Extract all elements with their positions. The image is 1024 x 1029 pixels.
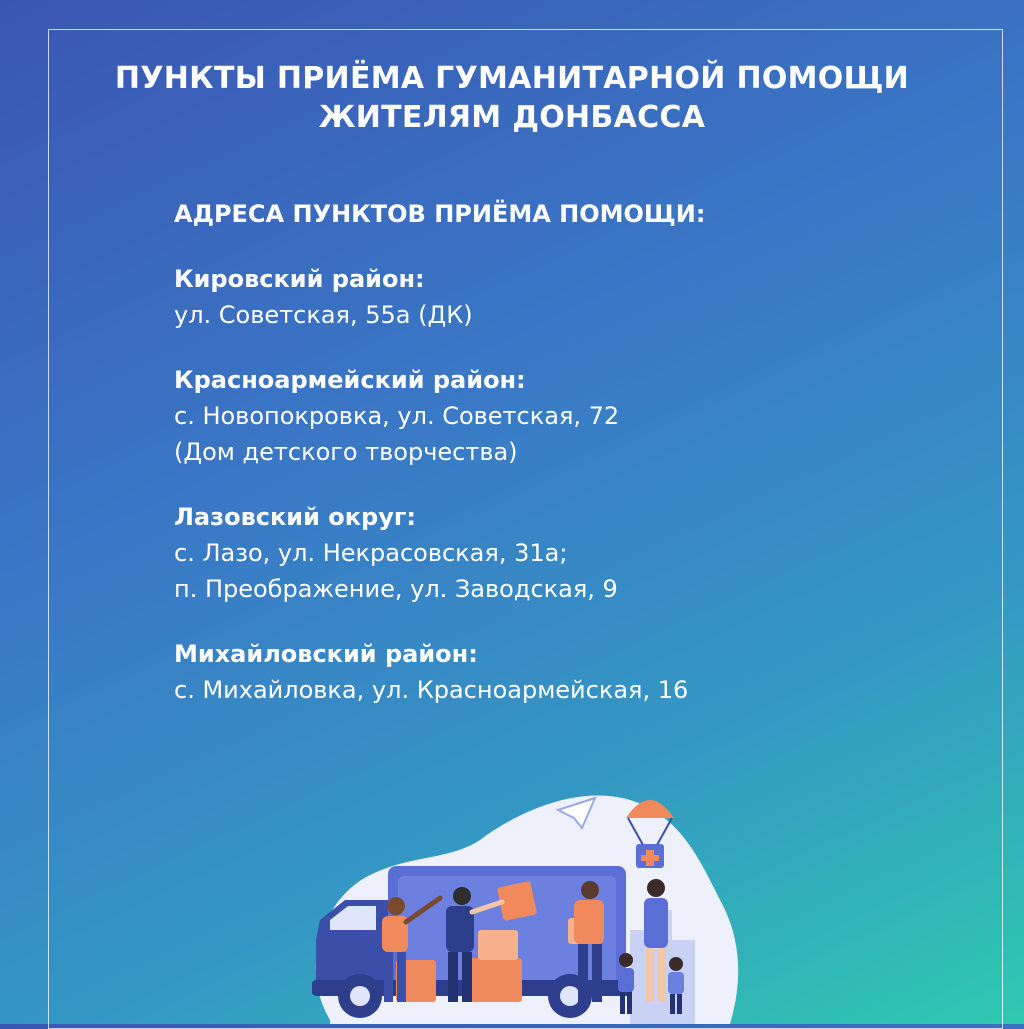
page-title-line1: ПУНКТЫ ПРИЁМА ГУМАНИТАРНОЙ ПОМОЩИ [114, 61, 910, 96]
district-block-krasnoarmeisky [174, 362, 874, 470]
district-address: ул. Советская, 55а (ДК) [174, 301, 473, 329]
district-block-lazovsky [174, 499, 874, 607]
cargo-box [478, 930, 518, 960]
district-address: с. Новопокровка, ул. Советская, 72 [174, 402, 620, 430]
district-block-kirovsky [174, 261, 874, 333]
district-address: с. Михайловка, ул. Красноармейская, 16 [174, 676, 689, 704]
district-address: (Дом детского творчества) [174, 438, 518, 466]
addresses-section [174, 196, 874, 708]
cargo-box [470, 958, 522, 1002]
addresses-subheading: АДРЕСА ПУНКТОВ ПРИЁМА ПОМОЩИ: [174, 200, 706, 228]
district-address: п. Преображение, ул. Заводская, 9 [174, 575, 618, 603]
district-name: Красноармейский район: [174, 366, 526, 394]
delivery-truck-volunteers-illustration [300, 780, 760, 1024]
district-name: Лазовский округ: [174, 503, 416, 531]
district-name: Михайловский район: [174, 640, 478, 668]
district-name: Кировский район: [174, 265, 425, 293]
district-address: с. Лазо, ул. Некрасовская, 31а; [174, 539, 568, 567]
district-block-mikhailovsky [174, 636, 874, 708]
page-title-line2: ЖИТЕЛЯМ ДОНБАССА [318, 100, 706, 135]
